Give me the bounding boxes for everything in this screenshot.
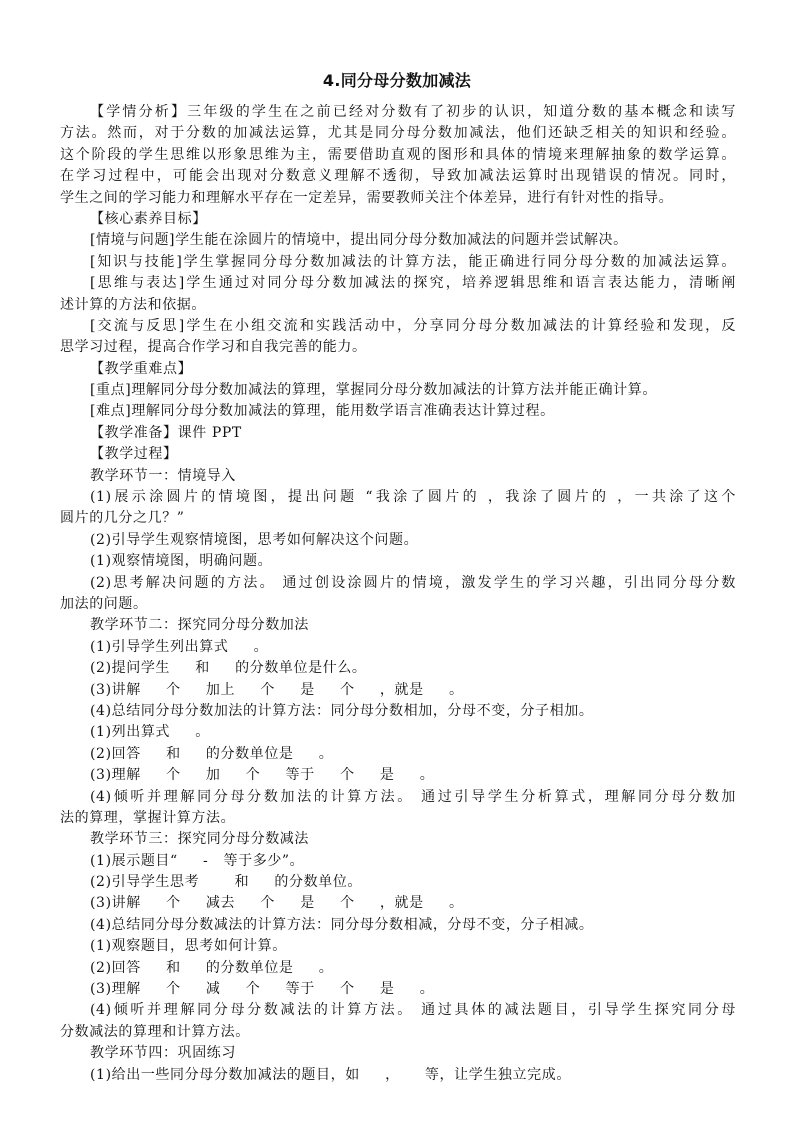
text-line: 【教学过程】 (90, 446, 178, 463)
text-line: [难点]理解同分母分数加减法的算理，能用数学语言准确表达计算过程。 (90, 403, 555, 420)
text-line: (1)列出算式 。 (90, 724, 210, 741)
text-line: (3)理解 个 加 个 等于 个 是 。 (90, 767, 435, 784)
text-line: (1)展示涂圆片的情境图，提出问题 “我涂了圆片的 ，我涂了圆片的 ，一共涂了这个 (90, 489, 736, 506)
text-line: 圆片的几分之几？” (60, 510, 185, 527)
text-line: (2)回答 和 的分数单位是 。 (90, 959, 334, 976)
text-line: 【教学准备】课件 PPT (90, 424, 242, 441)
text-line: 法的算理，掌握计算方法。 (60, 809, 236, 826)
text-line: (3)讲解 个 加上 个 是 个 ，就是 。 (90, 681, 464, 698)
text-line: 述计算的方法和依据。 (60, 296, 206, 313)
text-line: (4)总结同分母分数减法的计算方法：同分母分数相减，分母不变，分子相减。 (90, 916, 594, 933)
text-line: (2)引导学生思考 和 的分数单位。 (90, 874, 363, 891)
text-line: (2)思考解决问题的方法。 通过创设涂圆片的情境，激发学生的学习兴趣，引出同分母分数 (90, 574, 736, 591)
text-line: [情境与问题]学生能在涂圆片的情境中，提出同分母分数加减法的问题并尝试解决。 (90, 232, 628, 249)
text-line: 思学习过程，提高合作学习和自我完善的能力。 (60, 339, 367, 356)
text-line: (4)总结同分母分数加法的计算方法：同分母分数相加，分母不变，分子相加。 (90, 702, 594, 719)
text-line: (1)展示题目“ - 等于多少”。 (90, 852, 305, 869)
text-line: (2)引导学生观察情境图，思考如何解决这个问题。 (90, 531, 419, 548)
text-line: [重点]理解同分母分数加减法的算理，掌握同分母分数加减法的计算方法并能正确计算。 (90, 382, 657, 399)
text-line: (4)倾听并理解同分母分数减法的计算方法。 通过具体的减法题目，引导学生探究同分母 (90, 1002, 736, 1019)
text-line: 【教学重难点】 (90, 360, 193, 377)
text-line: 方法。然而，对于分数的加减法运算，尤其是同分母分数加减法，他们还缺乏相关的知识和经验。 (60, 125, 736, 142)
text-line: (1)观察题目，思考如何计算。 (90, 938, 287, 955)
text-line: [知识与技能]学生掌握同分母分数加减法的计算方法，能正确进行同分母分数的加减法运算。 (90, 253, 736, 270)
text-line: (1)给出一些同分母分数加减法的题目，如 ， 等，让学生独立完成。 (90, 1066, 571, 1083)
text-line: (2)提问学生 和 的分数单位是什么。 (90, 660, 367, 677)
text-line: (1)观察情境图，明确问题。 (90, 553, 273, 570)
text-line: 教学环节三：探究同分母分数减法 (90, 831, 309, 848)
text-line: 教学环节一：情境导入 (90, 467, 236, 484)
text-line: (2)回答 和 的分数单位是 。 (90, 745, 334, 762)
text-line: [思维与表达]学生通过对同分母分数加减法的探究，培养逻辑思维和语言表达能力，清晰阐 (90, 275, 736, 292)
text-line: (4)倾听并理解同分母分数加法的计算方法。 通过引导学生分析算式，理解同分母分数加 (90, 788, 736, 805)
text-line: 在学习过程中，可能会出现对分数意义理解不透彻，导致加减法运算时出现错误的情况。同时， (60, 168, 736, 185)
text-line: 分数减法的算理和计算方法。 (60, 1023, 250, 1040)
text-line: 加法的问题。 (60, 595, 148, 612)
text-line: (3)讲解 个 减去 个 是 个 ，就是 。 (90, 895, 464, 912)
document-title: 4.同分母分数加减法 (322, 71, 472, 90)
text-line: 这个阶段的学生思维以形象思维为主，需要借助直观的图形和具体的情境来理解抽象的数学运算。 (60, 146, 736, 163)
text-line: 学生之间的学习能力和理解水平存在一定差异，需要教师关注个体差异，进行有针对性的指导。 (60, 189, 674, 206)
text-line: 教学环节二：探究同分母分数加法 (90, 617, 309, 634)
text-line: (1)引导学生列出算式 。 (90, 638, 269, 655)
text-line: 【核心素养目标】 (90, 210, 207, 227)
text-line: [交流与反思]学生在小组交流和实践活动中，分享同分母分数加减法的计算经验和发现，反 (90, 317, 736, 334)
document-body (60, 102, 736, 1086)
text-line: (3)理解 个 减 个 等于 个 是 。 (90, 981, 435, 998)
text-line: 教学环节四：巩固练习 (90, 1045, 236, 1062)
text-line: 【学情分析】三年级的学生在之前已经对分数有了初步的认识，知道分数的基本概念和读写 (90, 104, 736, 120)
